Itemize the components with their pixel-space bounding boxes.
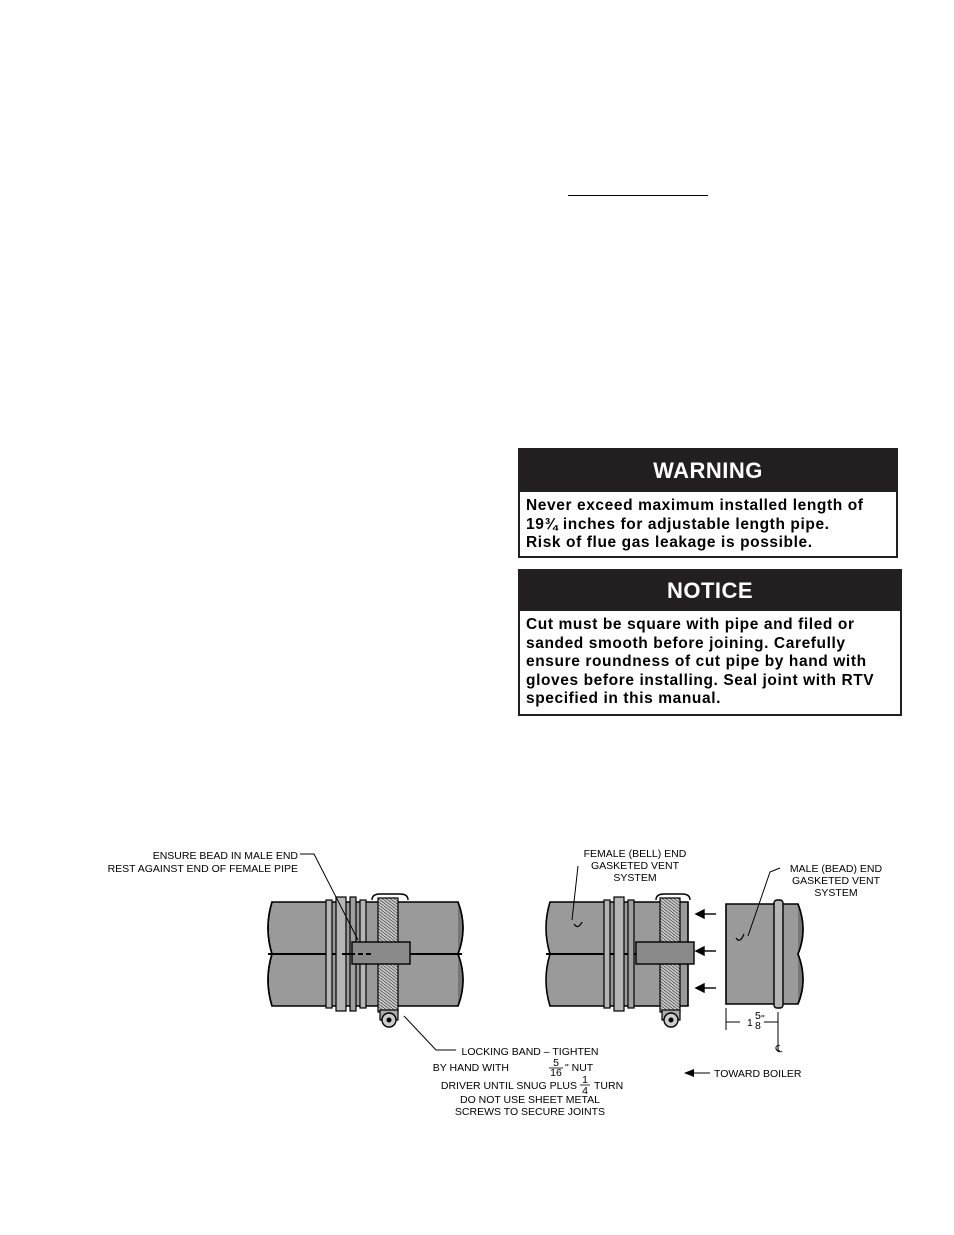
notice-title: NOTICE (520, 571, 900, 611)
locking-band-line: " NUT (565, 1062, 594, 1074)
male-callout-line: MALE (BEAD) END (789, 863, 883, 875)
dimension-unit: " (761, 1013, 765, 1025)
male-callout-line: GASKETED VENT (791, 875, 881, 887)
warning-line: Risk of flue gas leakage is possible. (526, 534, 813, 552)
notice-box (518, 569, 902, 716)
female-callout-line: GASKETED VENT (590, 860, 680, 872)
vent-joint-figure (100, 840, 883, 1120)
notice-line: gloves before installing. Seal joint with RTV (526, 671, 875, 689)
dimension-numerator: 5 (755, 1010, 761, 1022)
warning-title: WARNING (520, 450, 896, 492)
locking-band-line: LOCKING BAND – TIGHTEN (461, 1046, 599, 1058)
warning-box (518, 448, 898, 558)
female-callout-line: SYSTEM (613, 872, 657, 884)
fraction-denominator: 4 (582, 1085, 588, 1097)
locking-band-line: DRIVER UNTIL SNUG PLUS (440, 1080, 577, 1092)
separated-joint (546, 894, 803, 1050)
warning-line: 19¾ inches for adjustable length pipe. (526, 515, 830, 533)
notice-line: Cut must be square with pipe and filed or (526, 616, 855, 633)
centerline-symbol: ℄ (775, 1043, 783, 1055)
assembled-joint (268, 894, 463, 1027)
dimension-denominator: 8 (755, 1020, 761, 1032)
notice-text (520, 611, 900, 713)
fraction-denominator: 16 (550, 1067, 562, 1079)
fraction-numerator: 1 (582, 1074, 588, 1086)
fraction-numerator: 5 (553, 1057, 559, 1069)
toward-boiler-arrow (684, 1069, 694, 1077)
bead-callout-line: REST AGAINST END OF FEMALE PIPE (107, 863, 298, 875)
locking-band-line: BY HAND WITH (432, 1062, 509, 1074)
male-callout-line: SYSTEM (814, 887, 858, 899)
warning-line: Never exceed maximum installed length of (526, 497, 864, 514)
male-pipe (726, 904, 803, 1004)
locking-band-line: SCREWS TO SECURE JOINTS (454, 1106, 606, 1118)
warning-text (520, 492, 896, 557)
insertion-arrows (696, 910, 716, 992)
toward-boiler-label: TOWARD BOILER (714, 1068, 802, 1080)
bead-callout-line: ENSURE BEAD IN MALE END (152, 850, 298, 862)
locking-band-line: DO NOT USE SHEET METAL (459, 1094, 601, 1106)
notice-line: specified in this manual. (526, 690, 722, 708)
notice-line: sanded smooth before joining. Carefully (526, 634, 846, 652)
insertion-dimension (726, 1008, 778, 1050)
section-rule (568, 195, 708, 196)
notice-line: ensure roundness of cut pipe by hand with (526, 653, 867, 671)
dimension-whole: 1 (747, 1017, 753, 1029)
male-bead (774, 900, 783, 1008)
locking-band-line: TURN (594, 1080, 624, 1092)
female-callout-line: FEMALE (BELL) END (583, 848, 687, 860)
